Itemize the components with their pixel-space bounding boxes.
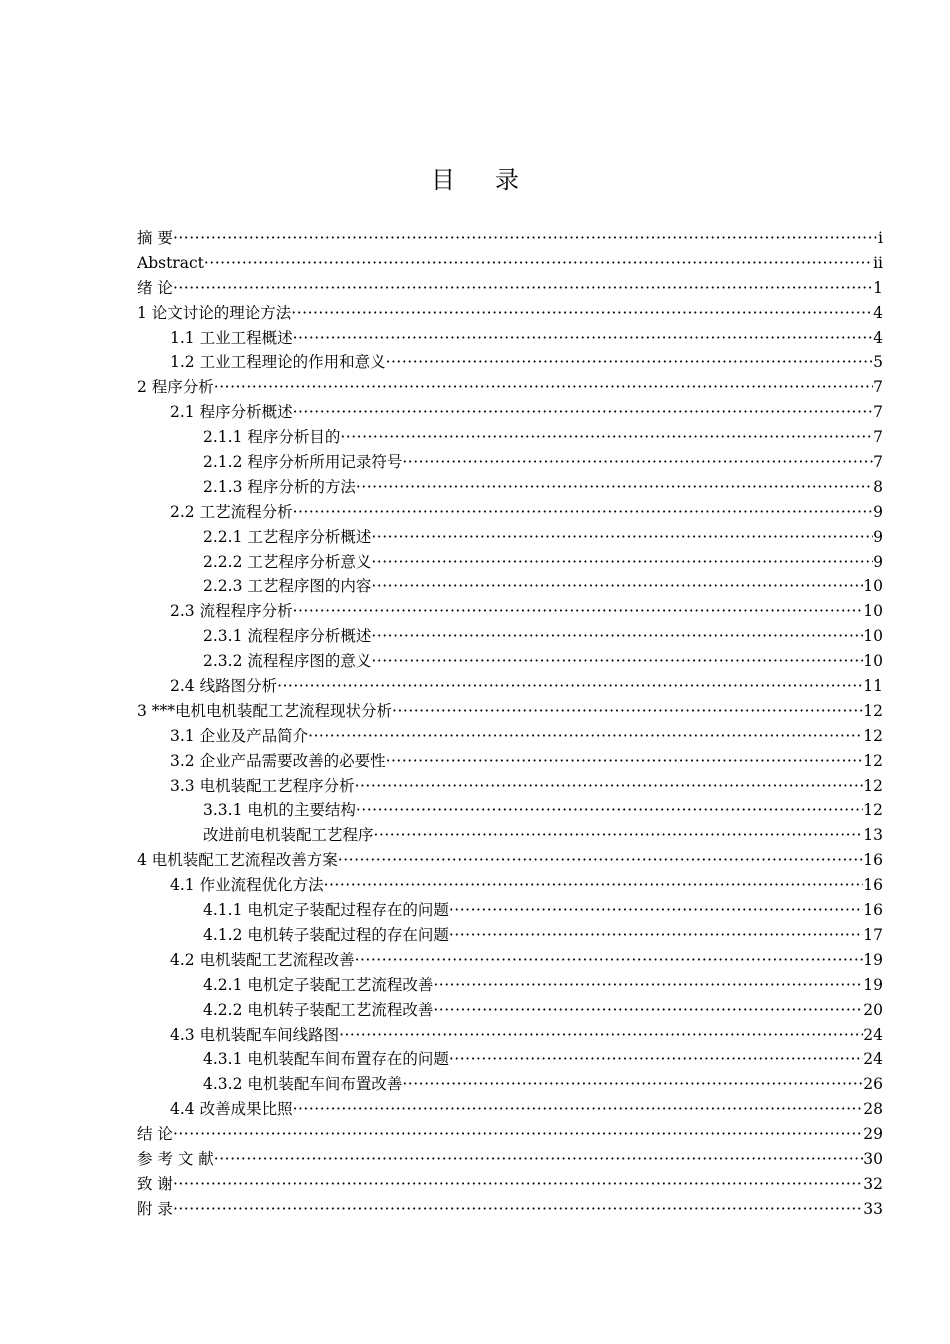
toc-entry[interactable]	[137, 873, 883, 898]
toc-entry-page: 10	[863, 577, 883, 596]
toc-entry-page: 17	[863, 925, 883, 944]
toc-entry-label: 参 考 文 献	[137, 1149, 214, 1168]
toc-entry-page: 12	[863, 726, 883, 745]
toc-entry-page: 9	[873, 502, 883, 521]
toc-entry[interactable]	[137, 276, 883, 301]
toc-dot-leader	[173, 1122, 863, 1147]
toc-entry[interactable]	[137, 500, 883, 525]
toc-entry[interactable]	[137, 1172, 883, 1197]
toc-entry-label: 致 谢	[137, 1174, 173, 1193]
toc-entry-page: i	[878, 229, 883, 247]
toc-dot-leader	[356, 798, 863, 823]
toc-entry-page: 32	[863, 1174, 883, 1193]
toc-entry-label: 4.1.1 电机定子装配过程存在的问题	[203, 901, 449, 920]
toc-title: 目录	[431, 166, 559, 194]
toc-entry[interactable]	[137, 550, 883, 575]
toc-entry[interactable]	[137, 724, 883, 749]
toc-dot-leader	[402, 1072, 863, 1097]
toc-entry-label: 2.1 程序分析概述	[170, 403, 293, 422]
toc-entry-page: 4	[873, 328, 883, 347]
toc-entry-page: 19	[863, 975, 883, 994]
toc-entry-label: 1.1 工业工程概述	[170, 328, 293, 347]
toc-dot-leader	[293, 500, 874, 525]
toc-entry-page: 33	[863, 1199, 883, 1218]
toc-entry-label: 3.2 企业产品需要改善的必要性	[170, 751, 386, 770]
toc-entry-label: 2.2.3 工艺程序图的内容	[203, 577, 372, 596]
toc-entry-page: 12	[863, 801, 883, 820]
toc-entry-label: 绪 论	[137, 278, 173, 297]
toc-entry-label: 2.1.1 程序分析目的	[203, 428, 341, 447]
toc-dot-leader	[214, 375, 873, 400]
toc-entry[interactable]	[137, 998, 883, 1023]
toc-entry-page: 13	[863, 826, 883, 845]
toc-entry[interactable]	[137, 599, 883, 624]
toc-entry[interactable]	[137, 1147, 883, 1172]
toc-dot-leader	[173, 226, 878, 251]
toc-entry-page: 10	[863, 627, 883, 646]
toc-entry-page: 7	[873, 378, 883, 397]
toc-dot-leader	[340, 425, 873, 450]
toc-dot-leader	[293, 599, 864, 624]
toc-entry[interactable]	[137, 326, 883, 351]
toc-entry[interactable]	[137, 350, 883, 375]
toc-entry[interactable]	[137, 973, 883, 998]
toc-dot-leader	[371, 525, 873, 550]
toc-entry-page: 11	[863, 677, 883, 696]
toc-dot-leader	[386, 350, 874, 375]
toc-entry-page: ii	[873, 253, 883, 272]
toc-entry-label: 3.3 电机装配工艺程序分析	[170, 776, 355, 795]
toc-entry-page: 26	[863, 1075, 883, 1094]
toc-dot-leader	[173, 1197, 863, 1222]
toc-entry[interactable]	[137, 699, 883, 724]
toc-entry-page: 30	[863, 1149, 883, 1168]
toc-entry-label: 3.3.1 电机的主要结构	[203, 801, 356, 820]
table-of-contents	[137, 226, 883, 1222]
toc-entry-label: Abstract	[137, 253, 204, 272]
toc-entry-label: 2.3.2 流程程序图的意义	[203, 652, 372, 671]
toc-entry-page: 7	[873, 403, 883, 422]
toc-entry[interactable]	[137, 251, 883, 276]
toc-entry[interactable]	[137, 574, 883, 599]
toc-dot-leader	[173, 276, 873, 301]
toc-dot-leader	[449, 898, 863, 923]
toc-dot-leader	[293, 400, 874, 425]
toc-dot-leader	[293, 1097, 864, 1122]
toc-entry[interactable]	[137, 475, 883, 500]
toc-entry[interactable]	[137, 425, 883, 450]
toc-entry-label: 4.3.1 电机装配车间布置存在的问题	[203, 1050, 449, 1069]
toc-entry-label: 4.1.2 电机转子装配过程的存在问题	[203, 925, 449, 944]
toc-entry-page: 9	[873, 552, 883, 571]
toc-dot-leader	[338, 848, 863, 873]
toc-entry[interactable]	[137, 823, 883, 848]
toc-entry-page: 9	[873, 527, 883, 546]
toc-entry-label: 4.2.1 电机定子装配工艺流程改善	[203, 975, 434, 994]
toc-dot-leader	[449, 1047, 863, 1072]
toc-entry-label: 3.1 企业及产品简介	[170, 726, 309, 745]
toc-entry-page: 16	[863, 876, 883, 895]
toc-dot-leader	[371, 624, 863, 649]
toc-entry-page: 10	[863, 602, 883, 621]
toc-entry-label: 2.3.1 流程程序分析概述	[203, 627, 372, 646]
toc-dot-leader	[371, 550, 873, 575]
toc-entry-page: 20	[863, 1000, 883, 1019]
toc-dot-leader	[173, 1172, 863, 1197]
toc-entry-page: 7	[873, 428, 883, 447]
toc-entry-page: 12	[863, 776, 883, 795]
toc-entry-page: 19	[863, 950, 883, 969]
toc-entry-label: 4.4 改善成果比照	[170, 1100, 293, 1119]
toc-entry-page: 7	[873, 453, 883, 472]
toc-entry-page: 12	[863, 751, 883, 770]
toc-entry[interactable]	[137, 1047, 883, 1072]
toc-entry[interactable]	[137, 525, 883, 550]
toc-entry-page: 29	[863, 1125, 883, 1144]
toc-entry-page: 16	[863, 851, 883, 870]
toc-entry[interactable]	[137, 649, 883, 674]
toc-entry-label: 1.2 工业工程理论的作用和意义	[170, 353, 386, 372]
toc-dot-leader	[433, 973, 863, 998]
toc-entry-page: 5	[873, 353, 883, 372]
toc-entry-page: 8	[873, 477, 883, 496]
toc-dot-leader	[308, 724, 863, 749]
toc-entry[interactable]	[137, 948, 883, 973]
toc-entry-label: 2.2 工艺流程分析	[170, 502, 293, 521]
toc-entry-label: 2.2.2 工艺程序分析意义	[203, 552, 372, 571]
toc-dot-leader	[402, 450, 873, 475]
toc-dot-leader	[293, 326, 874, 351]
toc-dot-leader	[277, 674, 863, 699]
toc-entry-page: 4	[873, 303, 883, 322]
toc-entry[interactable]	[137, 1197, 883, 1222]
toc-entry-label: 结 论	[137, 1125, 173, 1144]
toc-entry[interactable]	[137, 674, 883, 699]
toc-dot-leader	[291, 301, 873, 326]
toc-dot-leader	[204, 251, 873, 276]
toc-entry[interactable]	[137, 774, 883, 799]
toc-entry-label: 2.2.1 工艺程序分析概述	[203, 527, 372, 546]
toc-entry-page: 24	[863, 1025, 883, 1044]
toc-entry[interactable]	[137, 1122, 883, 1147]
toc-entry-page: 1	[873, 278, 883, 297]
toc-entry-label: 4.2.2 电机转子装配工艺流程改善	[203, 1000, 434, 1019]
toc-entry[interactable]	[137, 1097, 883, 1122]
toc-entry-page: 24	[863, 1050, 883, 1069]
toc-entry[interactable]	[137, 1023, 883, 1048]
toc-entry-label: 摘 要	[137, 229, 173, 247]
toc-dot-leader	[339, 1023, 863, 1048]
toc-dot-leader	[392, 699, 863, 724]
toc-entry-label: 附 录	[137, 1199, 173, 1218]
toc-entry-label: 4.3 电机装配车间线路图	[170, 1025, 340, 1044]
toc-entry-page: 28	[863, 1100, 883, 1119]
toc-entry[interactable]	[137, 301, 883, 326]
toc-entry[interactable]	[137, 375, 883, 400]
toc-entry-label: 4.2 电机装配工艺流程改善	[170, 950, 355, 969]
toc-dot-leader	[433, 998, 863, 1023]
toc-dot-leader	[449, 923, 863, 948]
toc-entry-page: 10	[863, 652, 883, 671]
toc-entry[interactable]	[137, 450, 883, 475]
toc-entry-page: 12	[863, 701, 883, 720]
toc-entry-page: 16	[863, 901, 883, 920]
toc-entry-label: 4 电机装配工艺流程改善方案	[137, 851, 338, 870]
toc-dot-leader	[355, 948, 864, 973]
toc-dot-leader	[371, 649, 863, 674]
toc-dot-leader	[355, 774, 864, 799]
toc-entry[interactable]	[137, 624, 883, 649]
toc-dot-leader	[386, 749, 864, 774]
toc-dot-leader	[324, 873, 864, 898]
toc-dot-leader	[374, 823, 864, 848]
toc-entry-label: 改进前电机装配工艺程序	[203, 826, 374, 845]
toc-entry-label: 2.4 线路图分析	[170, 677, 278, 696]
toc-entry-label: 2.3 流程程序分析	[170, 602, 293, 621]
toc-entry-label: 2 程序分析	[137, 378, 214, 397]
toc-entry-label: 1 论文讨论的理论方法	[137, 303, 292, 322]
toc-entry[interactable]	[137, 848, 883, 873]
toc-entry-label: 4.3.2 电机装配车间布置改善	[203, 1075, 403, 1094]
toc-entry[interactable]	[137, 226, 883, 251]
toc-entry[interactable]	[137, 1072, 883, 1097]
toc-entry[interactable]	[137, 400, 883, 425]
toc-dot-leader	[356, 475, 873, 500]
toc-entry[interactable]	[137, 798, 883, 823]
toc-entry-label: 4.1 作业流程优化方法	[170, 876, 324, 895]
toc-entry[interactable]	[137, 923, 883, 948]
toc-dot-leader	[371, 574, 863, 599]
toc-entry-label: 3 ***电机电机装配工艺流程现状分析	[137, 701, 393, 720]
toc-entry-label: 2.1.2 程序分析所用记录符号	[203, 453, 403, 472]
toc-entry[interactable]	[137, 749, 883, 774]
toc-entry-label: 2.1.3 程序分析的方法	[203, 477, 356, 496]
toc-dot-leader	[214, 1147, 863, 1172]
toc-entry[interactable]	[137, 898, 883, 923]
